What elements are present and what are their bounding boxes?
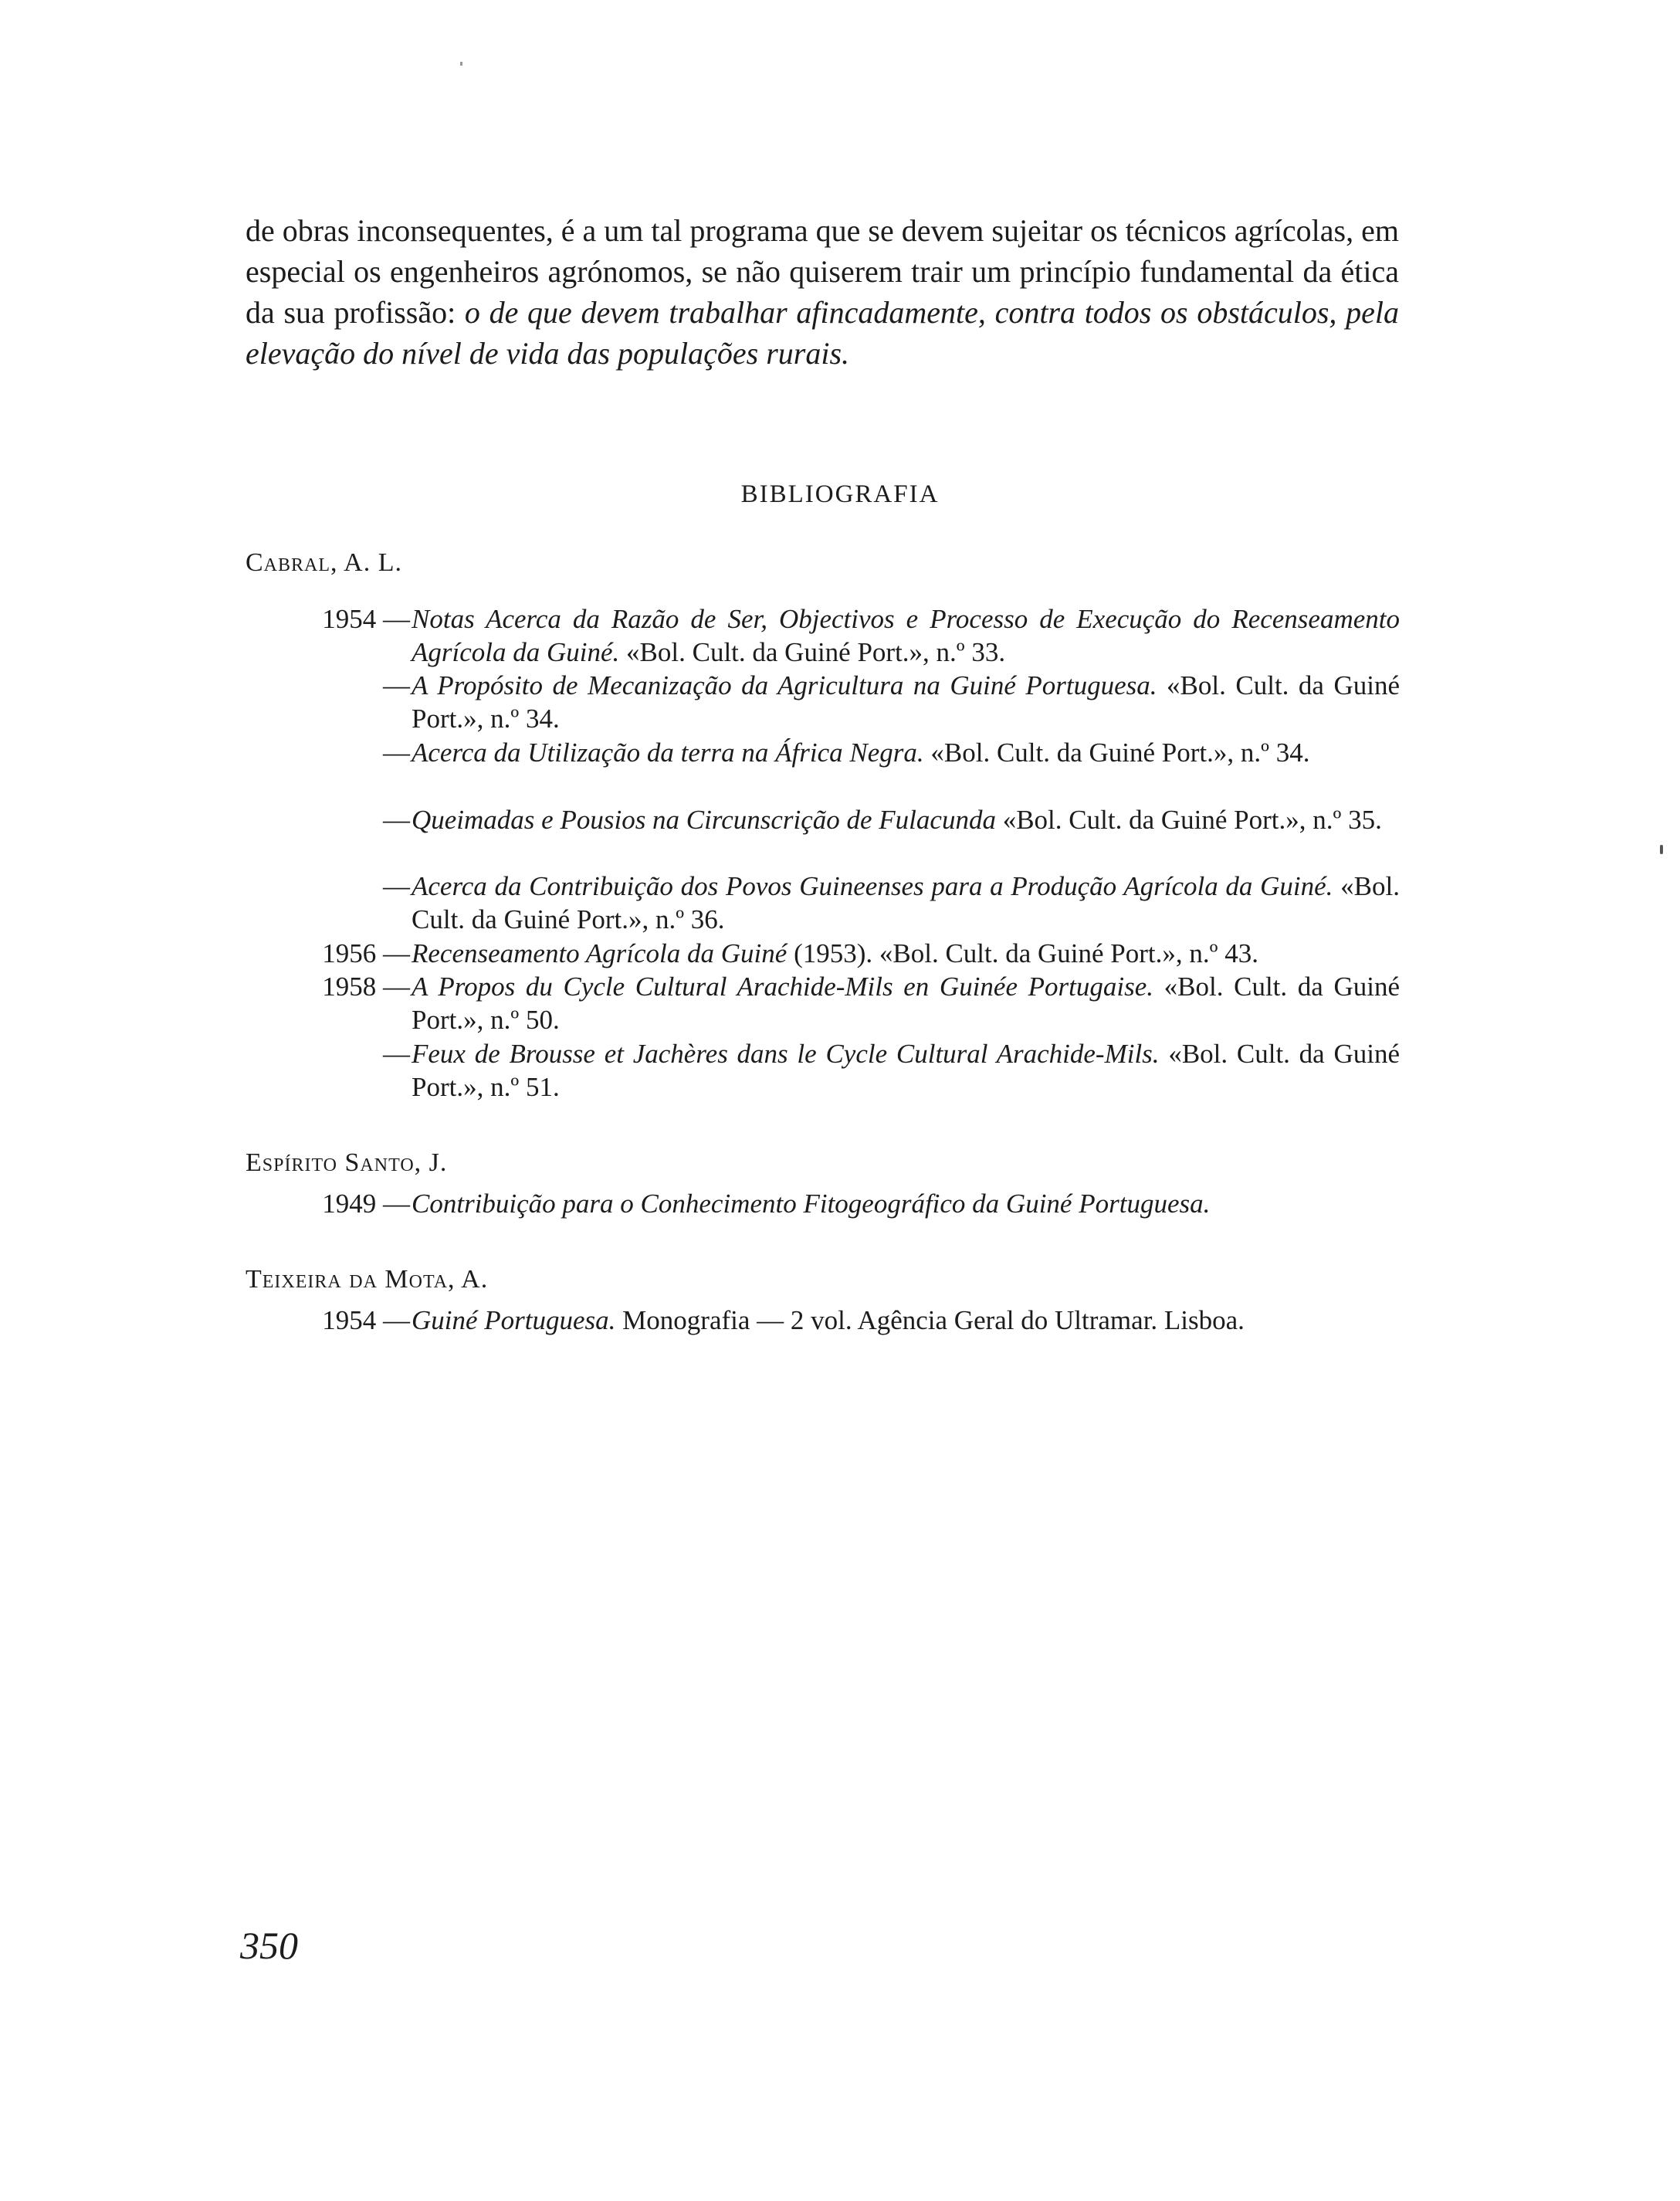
bibliography-heading: BIBLIOGRAFIA: [740, 480, 940, 508]
entry-title: Acerca da Utilização da terra na África Negra.: [412, 738, 924, 768]
scan-speck: [1660, 845, 1663, 854]
bibliography-entry: [383, 736, 1400, 769]
entry-source: «Bol. Cult. da Guiné Port.», n.º 35.: [995, 805, 1382, 835]
entry-title: Guiné Portuguesa.: [412, 1305, 616, 1335]
entry-dash: —: [383, 805, 410, 835]
entry-title: Feux de Brousse et Jachères dans le Cycle Cultural Arachide-Mils.: [412, 1039, 1160, 1069]
entry-source: (1953). «Bol. Cult. da Guiné Port.», n.º 43.: [787, 938, 1259, 968]
entry-title: Acerca da Contribuição dos Povos Guineenses para a Produção Agrícola da Guiné.: [412, 871, 1333, 901]
bibliography-entry: [322, 1187, 1400, 1220]
entry-title: Recenseamento Agrícola da Guiné: [412, 938, 788, 968]
page-number: 350: [240, 1924, 298, 1967]
bibliography-entry: [322, 602, 1400, 669]
entry-source: «Bol. Cult. da Guiné Port.», n.º 34.: [923, 738, 1310, 768]
paragraph-text: de obras inconsequentes, é a um tal programa que se devem sujeitar os técnicos agrícolas, em especial os engenheiros agrónomos, se não quiserem trair um princípio fundamental da ética da sua profissão:: [246, 213, 1399, 330]
entry-source: «Bol. Cult. da Guiné Port.», n.º 50.: [412, 972, 1400, 1035]
bibliography-entry: [322, 937, 1400, 970]
entry-dash: —: [383, 670, 410, 700]
entry-year: 1956 —: [322, 938, 410, 968]
entry-title: Queimadas e Pousios na Circunscrição de Fulacunda: [412, 805, 996, 835]
author-name: Espírito Santo, J.: [246, 1148, 448, 1177]
entry-dash: —: [383, 871, 410, 901]
entry-title: Notas Acerca da Razão de Ser, Objectivos e Processo de Execução do Recenseamento Agrícola da Guiné.: [412, 604, 1400, 667]
paragraph-italic-text: o de que devem trabalhar afincadamente, contra todos os obstáculos, pela elevação do nível de vida das populações rurais.: [246, 295, 1399, 371]
bibliography-entry: [383, 1037, 1401, 1104]
entry-source: «Bol. Cult. da Guiné Port.», n.º 36.: [412, 871, 1400, 934]
scan-speck: [460, 62, 462, 66]
entry-year: 1954 —: [322, 604, 410, 634]
entry-year: 1954 —: [322, 1305, 410, 1335]
entry-title: Contribuição para o Conhecimento Fitogeográfico da Guiné Portuguesa.: [412, 1189, 1211, 1219]
entry-source: «Bol. Cult. da Guiné Port.», n.º 34.: [412, 670, 1400, 734]
entry-source: Monografia — 2 vol. Agência Geral do Ultramar. Lisboa.: [615, 1305, 1245, 1335]
entry-year: 1949 —: [322, 1189, 410, 1219]
bibliography-entry: [322, 970, 1400, 1036]
author-name: Cabral, A. L.: [246, 548, 402, 577]
entry-title: A Propósito de Mecanização da Agricultura na Guiné Portuguesa.: [412, 670, 1157, 700]
entry-dash: —: [383, 738, 410, 768]
bibliography-entry: [322, 1304, 1400, 1337]
body-paragraph: [246, 210, 1399, 374]
entry-year: 1958 —: [322, 972, 410, 1002]
entry-dash: —: [383, 1039, 410, 1069]
bibliography-entry: [383, 870, 1400, 936]
bibliography-entry: [383, 669, 1400, 735]
bibliography-entry: [383, 803, 1400, 836]
author-name: Teixeira da Mota, A.: [246, 1265, 489, 1294]
entry-title: A Propos du Cycle Cultural Arachide-Mils en Guinée Portugaise.: [412, 972, 1153, 1002]
entry-source: «Bol. Cult. da Guiné Port.», n.º 51.: [412, 1039, 1401, 1102]
entry-source: «Bol. Cult. da Guiné Port.», n.º 33.: [619, 637, 1006, 667]
